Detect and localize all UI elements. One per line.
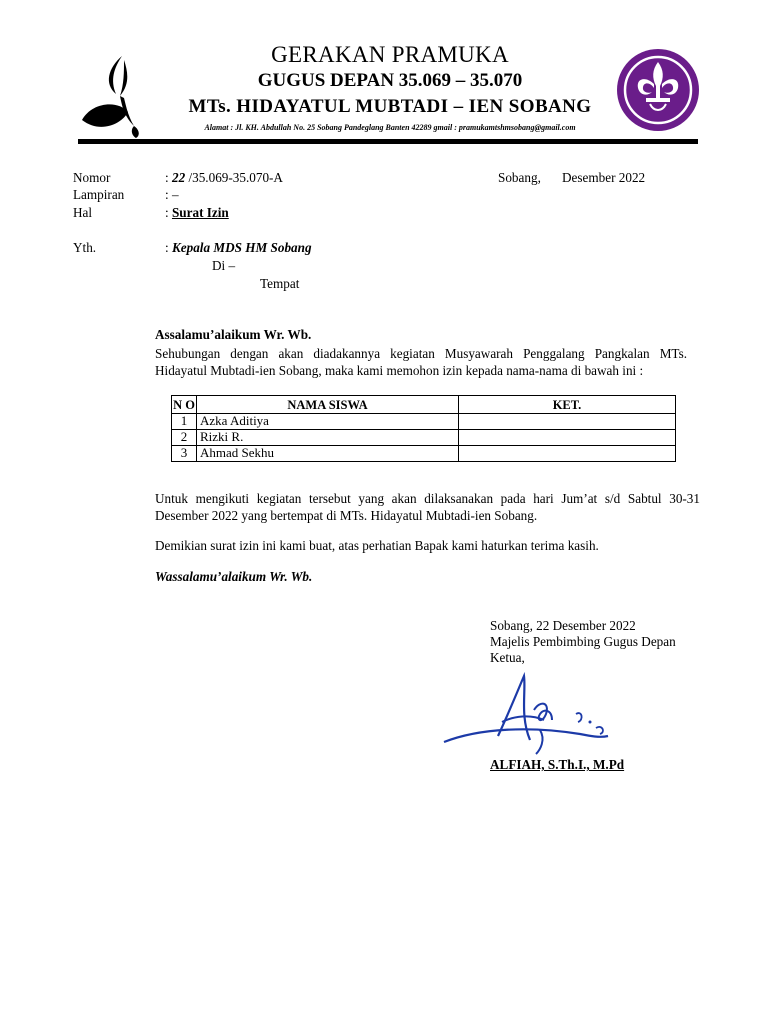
table-row: [172, 446, 676, 462]
recipient-label: Yth.: [73, 240, 97, 255]
row-no: 3: [172, 446, 197, 462]
row-no: 1: [172, 414, 197, 430]
nomor-suffix: /35.069-35.070-A: [188, 170, 283, 185]
lampiran-label: Lampiran: [73, 187, 125, 202]
recipient-name: Kepala MDS HM Sobang: [171, 240, 312, 255]
row-name: Rizki R.: [197, 430, 459, 446]
header-name: NAMA SISWA: [197, 396, 459, 414]
hal-value: [165, 205, 229, 221]
signatory-name: ALFIAH, S.Th.I., M.Pd: [490, 757, 625, 772]
signature-role: Ketua,: [490, 650, 525, 665]
header-no: N O: [172, 396, 197, 414]
table-row: [172, 430, 676, 446]
tunas-kelapa-logo: [78, 50, 144, 140]
intro-paragraph: Sehubungan dengan akan diadakannya kegiatan Musyawarah Penggalang Pangkalan MTs. Hidayatul Mubtadi-ien Sobang, maka kami memohon izin kepada nama-nama di bawah ini :: [155, 346, 687, 378]
student-table: [171, 395, 676, 462]
hal-label: Hal: [73, 205, 93, 220]
table-row: [172, 414, 676, 430]
signature-org: Majelis Pembimbing Gugus Depan: [490, 634, 676, 649]
paragraph-3: Demikian surat izin ini kami buat, atas perhatian Bapak kami haturkan terima kasih.: [155, 538, 599, 553]
nomor-number: 22: [171, 170, 186, 185]
org-title: GERAKAN PRAMUKA: [271, 42, 509, 67]
header-ket: KET.: [459, 396, 676, 414]
hal-subject: Surat Izin: [171, 205, 229, 220]
nomor-label: Nomor: [73, 170, 111, 185]
recipient-tempat: Tempat: [260, 276, 300, 291]
nomor-value: [165, 170, 283, 186]
recipient-di: Di –: [212, 258, 236, 273]
org-subtitle: GUGUS DEPAN 35.069 – 35.070: [257, 70, 523, 91]
handwritten-signature: [440, 670, 620, 760]
address-line: Alamat : Jl. KH. Abdullah No. 25 Sobang Pandeglang Banten 42289 gmail : pramukamtshmsobang@gmail.com: [204, 123, 576, 132]
greeting: Assalamu’alaikum Wr. Wb.: [155, 327, 312, 342]
row-ket: [459, 446, 676, 462]
lampiran-value: : –: [165, 187, 179, 202]
letter-date: Desember 2022: [562, 170, 646, 185]
closing: Wassalamu’alaikum Wr. Wb.: [155, 569, 313, 584]
recipient-colon: :: [165, 240, 169, 255]
row-ket: [459, 414, 676, 430]
row-no: 2: [172, 430, 197, 446]
header-rule: [78, 139, 698, 144]
paragraph-2: Untuk mengikuti kegiatan tersebut yang akan dilaksanakan pada hari Jum’at s/d Sabtul 30-31 Desember 2022 yang bertempat di MTs. Hidayatul Mubtadi-ien Sobang.: [155, 491, 700, 523]
hal-colon: :: [165, 205, 169, 220]
table-header-row: [172, 396, 676, 414]
signature-place-date: Sobang, 22 Desember 2022: [490, 618, 636, 633]
row-name: Azka Aditiya: [197, 414, 459, 430]
nomor-colon: :: [165, 170, 169, 185]
row-ket: [459, 430, 676, 446]
row-name: Ahmad Sekhu: [197, 446, 459, 462]
letter-place: Sobang,: [498, 170, 541, 185]
recipient-value: [165, 240, 312, 256]
school-name: MTs. HIDAYATUL MUBTADI – IEN SOBANG: [188, 96, 592, 117]
